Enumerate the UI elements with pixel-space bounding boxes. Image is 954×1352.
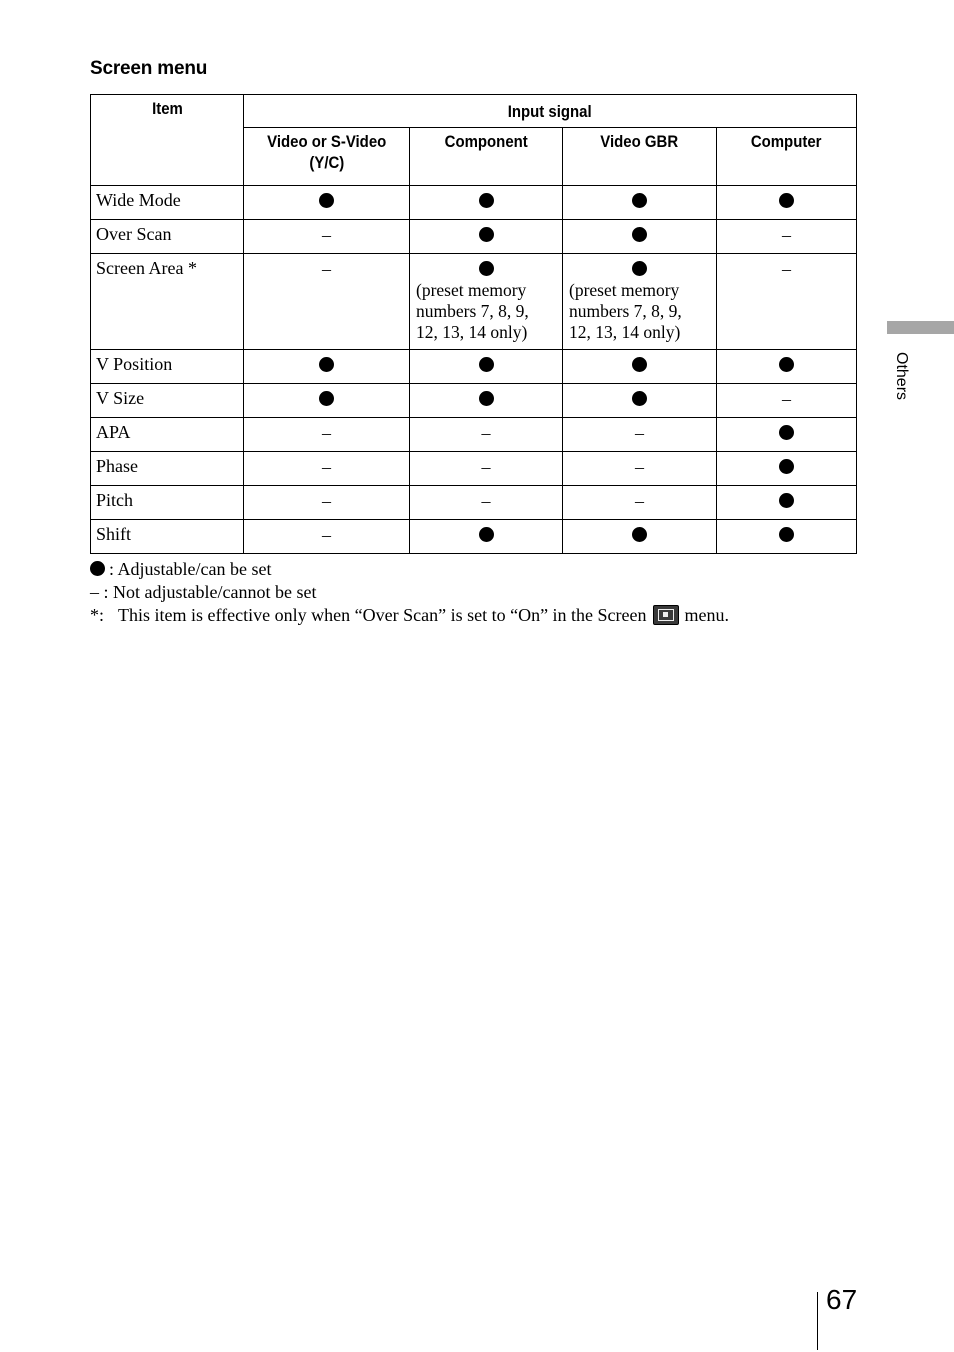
cell-note: numbers 7, 8, 9, [569,301,682,321]
table-row [91,254,857,350]
filled-circle-icon [632,193,647,208]
table-row [91,452,857,486]
filled-circle-icon [319,193,334,208]
filled-circle-icon [479,227,494,242]
cell-computer [717,350,857,384]
row-item-label: V Size [91,384,244,418]
filled-circle-icon [479,193,494,208]
dash-mark: – [782,225,791,245]
row-item-label: Phase [91,452,244,486]
dash-mark: – [322,259,331,279]
cell-video-svideo [244,520,410,554]
dash-mark: – [782,259,791,279]
cell-note: 12, 13, 14 only) [569,322,681,342]
cell-video-svideo [244,186,410,220]
dash-mark: – [322,423,331,443]
header-computer: Computer [717,128,857,186]
cell-video-gbr [563,220,717,254]
cell-computer [717,486,857,520]
filled-circle-icon [90,561,105,576]
filled-circle-icon [779,193,794,208]
filled-circle-icon [779,527,794,542]
dash-mark: – [322,225,331,245]
legend-adjustable: : Adjustable/can be set [90,558,729,581]
row-item-label: APA [91,418,244,452]
cell-computer [717,220,857,254]
cell-video-svideo [244,486,410,520]
legend [90,558,729,627]
cell-note: (preset memory [416,280,527,300]
cell-video-svideo [244,220,410,254]
row-item-label: Wide Mode [91,186,244,220]
page-number: 67 [826,1284,858,1315]
cell-video-svideo [244,350,410,384]
header-item: Item [91,95,244,186]
dash-mark: – [322,457,331,477]
cell-video-gbr [563,520,717,554]
filled-circle-icon [479,527,494,542]
filled-circle-icon [632,227,647,242]
filled-circle-icon [779,493,794,508]
section-title: Screen menu [90,58,208,79]
cell-video-svideo [244,254,410,350]
dash-mark: – [322,525,331,545]
header-component: Component [410,128,563,186]
cell-computer [717,186,857,220]
header-video-svideo: Video or S-Video (Y/C) [244,128,410,186]
cell-video-gbr [563,418,717,452]
table-row [91,520,857,554]
table-row [91,186,857,220]
cell-computer [717,520,857,554]
cell-component [410,186,563,220]
cell-computer [717,384,857,418]
dash-mark: – [481,457,491,477]
cell-video-svideo [244,452,410,486]
table-row [91,486,857,520]
cell-component [410,384,563,418]
cell-video-gbr [563,384,717,418]
row-item-label: Over Scan [91,220,244,254]
cell-component [410,486,563,520]
cell-video-gbr [563,186,717,220]
row-item-label: V Position [91,350,244,384]
filled-circle-icon [479,357,494,372]
page-number-rule [817,1292,818,1350]
filled-circle-icon [779,357,794,372]
filled-circle-icon [479,261,494,276]
dash-mark: – [481,423,491,443]
cell-computer [717,418,857,452]
screen-menu-table [90,94,857,554]
row-item-label: Screen Area * [91,254,244,350]
table-row [91,350,857,384]
filled-circle-icon [319,357,334,372]
side-tab-label: Others [893,352,910,401]
row-item-label: Shift [91,520,244,554]
cell-video-gbr [563,350,717,384]
legend-not-adjustable: – : Not adjustable/cannot be set [90,582,317,602]
cell-video-svideo [244,384,410,418]
filled-circle-icon [632,391,647,406]
legend-footnote: *: This item is effective only when “Over Scan” is set to “On” in the Screen menu. [90,605,730,625]
filled-circle-icon [779,425,794,440]
cell-component [410,220,563,254]
cell-component [410,452,563,486]
cell-computer [717,254,857,350]
cell-note: (preset memory [569,280,680,300]
dash-mark: – [635,423,644,443]
cell-note: 12, 13, 14 only) [416,322,528,342]
filled-circle-icon [319,391,334,406]
header-video-gbr: Video GBR [563,128,717,186]
cell-video-gbr [563,254,717,350]
table-row [91,418,857,452]
cell-note: numbers 7, 8, 9, [416,301,529,321]
dash-mark: – [635,457,644,477]
dash-mark: – [481,491,491,511]
cell-component [410,520,563,554]
row-item-label: Pitch [91,486,244,520]
filled-circle-icon [632,261,647,276]
cell-component [410,350,563,384]
filled-circle-icon [632,357,647,372]
cell-video-gbr [563,452,717,486]
filled-circle-icon [632,527,647,542]
dash-mark: – [782,389,791,409]
cell-component [410,418,563,452]
dash-mark: – [322,491,331,511]
cell-video-svideo [244,418,410,452]
filled-circle-icon [779,459,794,474]
table-row [91,384,857,418]
cell-component [410,254,563,350]
filled-circle-icon [479,391,494,406]
screen-menu-icon [653,605,679,625]
side-tab-marker [887,321,954,334]
header-input-signal: Input signal [244,95,857,128]
cell-video-gbr [563,486,717,520]
dash-mark: – [635,491,644,511]
cell-computer [717,452,857,486]
table-row [91,220,857,254]
